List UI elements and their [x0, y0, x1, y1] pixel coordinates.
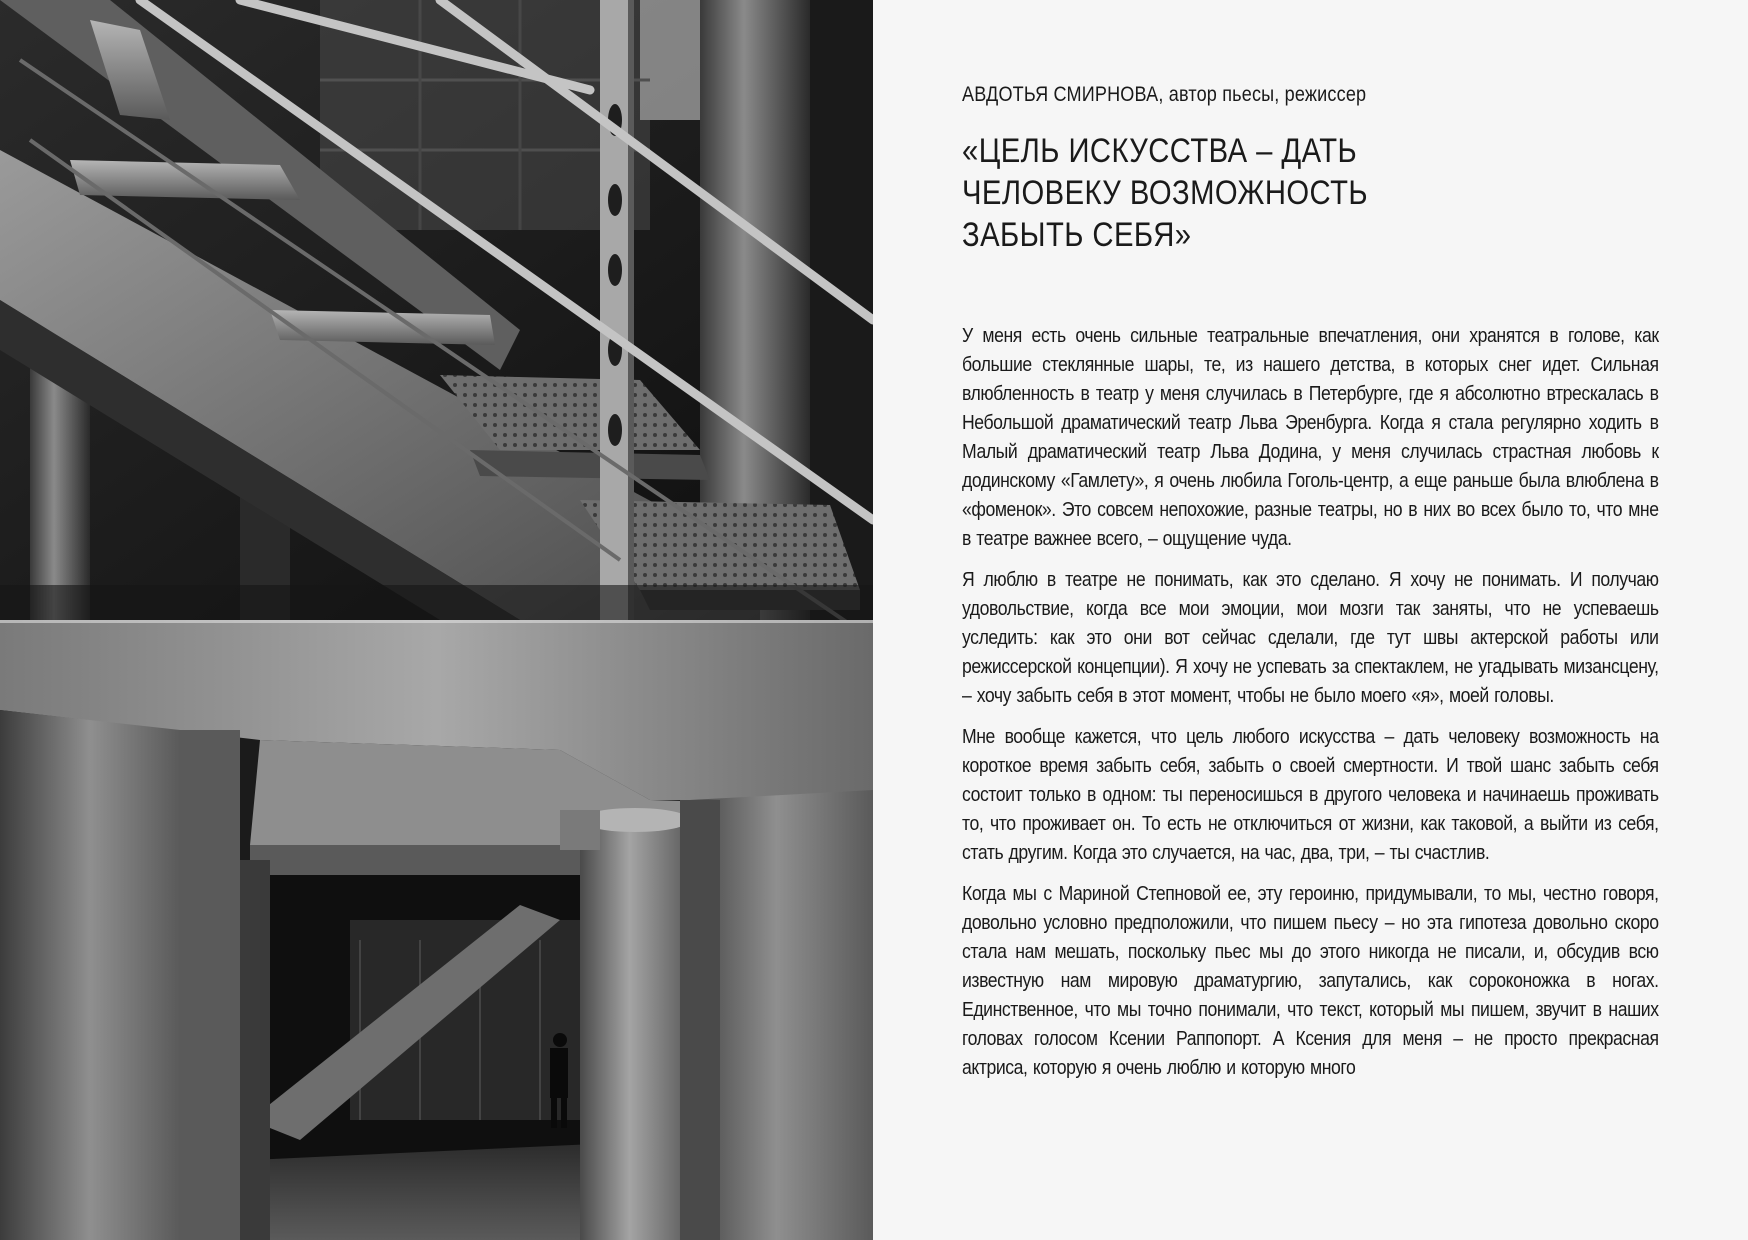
- byline-author: АВДОТЬЯ СМИРНОВА: [962, 83, 1159, 106]
- byline-role: , автор пьесы, режиссер: [1158, 83, 1367, 106]
- headline: «ЦЕЛЬ ИСКУССТВА – ДАТЬ ЧЕЛОВЕКУ ВОЗМОЖНОСТЬ ЗАБЫТЬ СЕБЯ»: [962, 132, 1369, 254]
- photo-column: [0, 0, 873, 1240]
- paragraph-4: Когда мы с Мариной Степновой ее, эту героиню, придумывали, то мы, честно говоря, довольно условно предположили, что пишем пьесу – но эта гипотеза довольно скоро стала нам мешать, поскольку пьес мы до этого никогда не писали, и, обсудив всю известную нам мировую драматургию, запутались, как сороконожка в ногах. Единственное, что мы точно понимали, что текст, который мы пишем, звучит в наших головах голосом Ксении Раппопорт. А Ксения для меня – не просто прекрасная актриса, которую я очень люблю и которую много: [962, 882, 1659, 1079]
- article-column: [962, 82, 1659, 1094]
- byline: [962, 82, 1561, 108]
- paragraph-2: Я люблю в театре не понимать, как это сделано. Я хочу не понимать. И получаю удовольствие, когда все мои эмоции, мои мозги так заняты, что не успеваешь уследить: как это они вот сейчас сделали, где тут швы актерской работы или режиссерской концепции). Я хочу не успевать за спектаклем, не угадывать мизансцену, – хочу забыть себя в этот момент, чтобы не было моего «я», моей головы.: [962, 568, 1659, 707]
- paragraph-1: У меня есть очень сильные театральные впечатления, они хранятся в голове, как большие стеклянные шары, те, из нашего детства, в которых снег идет. Сильная влюбленность в театр у меня случилась в Петербурге, где я абсолютно втрескалась в Небольшой драматический театр Льва Эренбурга. Когда я стала регулярно ходить в Малый драматический театр Льва Додина, у меня случилась страстная любовь к додинскому «Гамлету», я очень любила Гоголь-центр, а еще раньше была влюблена в «фоменок». Это совсем непохожие, разные театры, но в них во всех было то, что мне в театре важнее всего, – ощущение чуда.: [962, 324, 1659, 550]
- paragraph-3: Мне вообще кажется, что цель любого искусства – дать человеку возможность на короткое время забыть себя, забыть о своей смертности. И твой шанс забыть себя состоит только в одном: ты переносишься в другого человека и начинаешь проживать то, что проживает он. То есть не отключиться от жизни, как таковой, а выйти из себя, стать другим. Когда это случается, на час, два, три, – ты счастлив.: [962, 725, 1659, 864]
- staircase-photo: [0, 0, 873, 620]
- concrete-pillars-photo: [0, 620, 873, 1240]
- article-body: [962, 321, 1659, 1082]
